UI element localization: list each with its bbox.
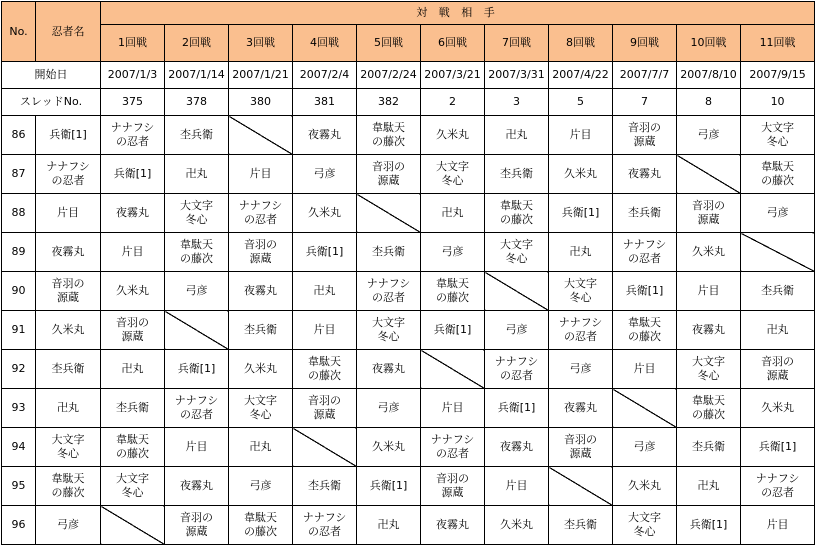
opponent-cell: 弓彦 — [485, 311, 549, 350]
opponent-cell: 久米丸 — [293, 194, 357, 233]
table-row — [2, 467, 815, 506]
opponent-cell: 韋駄天 の藤次 — [485, 194, 549, 233]
opponent-cell: 音羽の 源蔵 — [101, 311, 165, 350]
opponent-cell: 韋駄天 の藤次 — [421, 272, 485, 311]
opponent-cell: 韋駄天 の藤次 — [357, 116, 421, 155]
opponent-cell: 弓彦 — [293, 155, 357, 194]
opponent-cell: 大文字 冬心 — [101, 467, 165, 506]
row-number: 91 — [2, 311, 36, 350]
opponent-cell: 兵衛[1] — [485, 389, 549, 428]
opponent-cell: 兵衛[1] — [421, 311, 485, 350]
opponent-cell: 大文字 冬心 — [549, 272, 613, 311]
ninja-name: 兵衛[1] — [36, 116, 101, 155]
thread-cell: 10 — [741, 89, 815, 116]
empty-slash-cell — [485, 272, 549, 311]
opponent-cell: 夜霧丸 — [485, 428, 549, 467]
opponent-cell: 大文字 冬心 — [613, 506, 677, 545]
row-number: 94 — [2, 428, 36, 467]
start-date-cell: 2007/3/31 — [485, 62, 549, 89]
row-number: 87 — [2, 155, 36, 194]
header-round: 11回戦 — [741, 25, 815, 62]
empty-slash-cell — [613, 389, 677, 428]
thread-cell: 380 — [229, 89, 293, 116]
opponent-cell: 久米丸 — [229, 350, 293, 389]
opponent-cell: 久米丸 — [549, 155, 613, 194]
opponent-cell: 卍丸 — [677, 467, 741, 506]
opponent-cell: ナナフシ の忍者 — [293, 506, 357, 545]
header-rounds-row — [2, 25, 815, 62]
opponent-cell: 大文字 冬心 — [165, 194, 229, 233]
thread-cell: 375 — [101, 89, 165, 116]
start-date-cell: 2007/1/3 — [101, 62, 165, 89]
opponent-cell: 韋駄天 の藤次 — [741, 155, 815, 194]
start-date-cell: 2007/7/7 — [613, 62, 677, 89]
opponent-cell: 弓彦 — [421, 233, 485, 272]
ninja-name: 大文字 冬心 — [36, 428, 101, 467]
opponent-cell: 夜霧丸 — [613, 155, 677, 194]
opponent-cell: 久米丸 — [357, 428, 421, 467]
opponent-cell: 韋駄天 の藤次 — [229, 506, 293, 545]
opponent-cell: ナナフシ の忍者 — [549, 311, 613, 350]
opponent-cell: ナナフシ の忍者 — [101, 116, 165, 155]
thread-cell: 7 — [613, 89, 677, 116]
table-row — [2, 194, 815, 233]
opponent-cell: ナナフシ の忍者 — [357, 272, 421, 311]
opponent-cell: 久米丸 — [741, 389, 815, 428]
opponent-cell: 韋駄天 の藤次 — [101, 428, 165, 467]
opponent-cell: 兵衛[1] — [549, 194, 613, 233]
opponent-cell: 杢兵衛 — [485, 155, 549, 194]
header-opponents: 対 戦 相 手 — [101, 2, 815, 25]
empty-slash-cell — [677, 155, 741, 194]
opponent-cell: 久米丸 — [421, 116, 485, 155]
table-row — [2, 350, 815, 389]
row-number: 96 — [2, 506, 36, 545]
table-row — [2, 233, 815, 272]
opponent-cell: ナナフシ の忍者 — [421, 428, 485, 467]
header-round: 7回戦 — [485, 25, 549, 62]
header-ninja-name: 忍者名 — [36, 2, 101, 62]
ninja-name: 杢兵衛 — [36, 350, 101, 389]
opponent-cell: 弓彦 — [357, 389, 421, 428]
opponent-cell: 兵衛[1] — [101, 155, 165, 194]
start-date-cell: 2007/9/15 — [741, 62, 815, 89]
ninja-name: 卍丸 — [36, 389, 101, 428]
opponent-cell: 大文字 冬心 — [741, 116, 815, 155]
header-round: 1回戦 — [101, 25, 165, 62]
thread-cell: 5 — [549, 89, 613, 116]
start-date-cell: 2007/1/21 — [229, 62, 293, 89]
opponent-cell: 久米丸 — [101, 272, 165, 311]
opponent-cell: 久米丸 — [485, 506, 549, 545]
opponent-cell: 音羽の 源蔵 — [293, 389, 357, 428]
opponent-cell: 弓彦 — [677, 116, 741, 155]
opponent-cell: 卍丸 — [293, 272, 357, 311]
opponent-cell: 弓彦 — [549, 350, 613, 389]
ninja-name: 音羽の 源蔵 — [36, 272, 101, 311]
thread-row — [2, 89, 815, 116]
opponent-cell: 卍丸 — [485, 116, 549, 155]
opponent-cell: 卍丸 — [229, 428, 293, 467]
empty-slash-cell — [293, 428, 357, 467]
start-date-cell: 2007/8/10 — [677, 62, 741, 89]
opponent-cell: 片目 — [741, 506, 815, 545]
opponent-cell: 夜霧丸 — [549, 389, 613, 428]
ninja-name: 片目 — [36, 194, 101, 233]
header-round: 2回戦 — [165, 25, 229, 62]
header-row-1 — [2, 2, 815, 25]
table-row — [2, 506, 815, 545]
match-table — [1, 1, 815, 545]
opponent-cell: 大文字 冬心 — [357, 311, 421, 350]
opponent-cell: 兵衛[1] — [165, 350, 229, 389]
ninja-name: 久米丸 — [36, 311, 101, 350]
opponent-cell: 夜霧丸 — [677, 311, 741, 350]
thread-cell: 3 — [485, 89, 549, 116]
opponent-cell: 音羽の 源蔵 — [741, 350, 815, 389]
opponent-cell: 卍丸 — [101, 350, 165, 389]
header-round: 8回戦 — [549, 25, 613, 62]
opponent-cell: 兵衛[1] — [741, 428, 815, 467]
opponent-cell: 杢兵衛 — [741, 272, 815, 311]
row-number: 90 — [2, 272, 36, 311]
ninja-name: 夜霧丸 — [36, 233, 101, 272]
opponent-cell: 兵衛[1] — [613, 272, 677, 311]
header-round: 4回戦 — [293, 25, 357, 62]
opponent-cell: 韋駄天 の藤次 — [677, 389, 741, 428]
opponent-cell: 片目 — [421, 389, 485, 428]
start-date-cell: 2007/2/24 — [357, 62, 421, 89]
opponent-cell: 音羽の 源蔵 — [229, 233, 293, 272]
opponent-cell: 片目 — [101, 233, 165, 272]
opponent-cell: 音羽の 源蔵 — [357, 155, 421, 194]
empty-slash-cell — [741, 233, 815, 272]
row-number: 86 — [2, 116, 36, 155]
opponent-cell: 韋駄天 の藤次 — [165, 233, 229, 272]
opponent-cell: 弓彦 — [613, 428, 677, 467]
opponent-cell: 音羽の 源蔵 — [613, 116, 677, 155]
table-row — [2, 311, 815, 350]
table-row — [2, 155, 815, 194]
opponent-cell: 大文字 冬心 — [677, 350, 741, 389]
table-row — [2, 428, 815, 467]
opponent-cell: 大文字 冬心 — [229, 389, 293, 428]
opponent-cell: 弓彦 — [229, 467, 293, 506]
opponent-cell: 卍丸 — [165, 155, 229, 194]
table-row — [2, 272, 815, 311]
opponent-cell: 卍丸 — [549, 233, 613, 272]
thread-cell: 8 — [677, 89, 741, 116]
opponent-cell: 兵衛[1] — [677, 506, 741, 545]
opponent-cell: 弓彦 — [741, 194, 815, 233]
empty-slash-cell — [357, 194, 421, 233]
opponent-cell: ナナフシ の忍者 — [229, 194, 293, 233]
row-number: 92 — [2, 350, 36, 389]
opponent-cell: 片目 — [613, 350, 677, 389]
thread-label: スレッドNo. — [2, 89, 101, 116]
opponent-cell: 片目 — [677, 272, 741, 311]
row-number: 89 — [2, 233, 36, 272]
opponent-cell: 夜霧丸 — [165, 467, 229, 506]
opponent-cell: 音羽の 源蔵 — [421, 467, 485, 506]
opponent-cell: 夜霧丸 — [101, 194, 165, 233]
header-round: 9回戦 — [613, 25, 677, 62]
header-round: 3回戦 — [229, 25, 293, 62]
start-date-cell: 2007/3/21 — [421, 62, 485, 89]
row-number: 88 — [2, 194, 36, 233]
opponent-cell: 音羽の 源蔵 — [549, 428, 613, 467]
thread-cell: 381 — [293, 89, 357, 116]
table-row — [2, 116, 815, 155]
opponent-cell: 杢兵衛 — [613, 194, 677, 233]
thread-cell: 382 — [357, 89, 421, 116]
header-no: No. — [2, 2, 36, 62]
empty-slash-cell — [229, 116, 293, 155]
opponent-cell: 片目 — [165, 428, 229, 467]
opponent-cell: ナナフシ の忍者 — [485, 350, 549, 389]
start-date-cell: 2007/4/22 — [549, 62, 613, 89]
thread-cell: 378 — [165, 89, 229, 116]
start-date-label: 開始日 — [2, 62, 101, 89]
opponent-cell: ナナフシ の忍者 — [165, 389, 229, 428]
opponent-cell: 大文字 冬心 — [485, 233, 549, 272]
opponent-cell: 杢兵衛 — [357, 233, 421, 272]
opponent-cell: 杢兵衛 — [229, 311, 293, 350]
opponent-cell: ナナフシ の忍者 — [613, 233, 677, 272]
header-round: 5回戦 — [357, 25, 421, 62]
opponent-cell: 韋駄天 の藤次 — [293, 350, 357, 389]
opponent-cell: 片目 — [485, 467, 549, 506]
opponent-cell: 夜霧丸 — [293, 116, 357, 155]
empty-slash-cell — [421, 350, 485, 389]
opponent-cell: 夜霧丸 — [357, 350, 421, 389]
row-number: 93 — [2, 389, 36, 428]
thread-cell: 2 — [421, 89, 485, 116]
opponent-cell: 卍丸 — [357, 506, 421, 545]
opponent-cell: 夜霧丸 — [421, 506, 485, 545]
start-date-cell: 2007/2/4 — [293, 62, 357, 89]
opponent-cell: 久米丸 — [613, 467, 677, 506]
opponent-cell: 弓彦 — [165, 272, 229, 311]
opponent-cell: 音羽の 源蔵 — [165, 506, 229, 545]
opponent-cell: 夜霧丸 — [229, 272, 293, 311]
opponent-cell: 片目 — [229, 155, 293, 194]
opponent-cell: 兵衛[1] — [293, 233, 357, 272]
opponent-cell: 杢兵衛 — [165, 116, 229, 155]
ninja-name: ナナフシ の忍者 — [36, 155, 101, 194]
opponent-cell: 卍丸 — [421, 194, 485, 233]
opponent-cell: 杢兵衛 — [677, 428, 741, 467]
header-round: 6回戦 — [421, 25, 485, 62]
empty-slash-cell — [549, 467, 613, 506]
start-date-row — [2, 62, 815, 89]
ninja-name: 韋駄天 の藤次 — [36, 467, 101, 506]
table-row — [2, 389, 815, 428]
opponent-cell: 杢兵衛 — [293, 467, 357, 506]
opponent-cell: 片目 — [549, 116, 613, 155]
opponent-cell: 杢兵衛 — [101, 389, 165, 428]
start-date-cell: 2007/1/14 — [165, 62, 229, 89]
opponent-cell: ナナフシ の忍者 — [741, 467, 815, 506]
empty-slash-cell — [165, 311, 229, 350]
opponent-cell: 卍丸 — [741, 311, 815, 350]
header-round: 10回戦 — [677, 25, 741, 62]
empty-slash-cell — [101, 506, 165, 545]
opponent-cell: 韋駄天 の藤次 — [613, 311, 677, 350]
row-number: 95 — [2, 467, 36, 506]
opponent-cell: 兵衛[1] — [357, 467, 421, 506]
ninja-name: 弓彦 — [36, 506, 101, 545]
opponent-cell: 杢兵衛 — [549, 506, 613, 545]
opponent-cell: 片目 — [293, 311, 357, 350]
opponent-cell: 大文字 冬心 — [421, 155, 485, 194]
opponent-cell: 久米丸 — [677, 233, 741, 272]
opponent-cell: 音羽の 源蔵 — [677, 194, 741, 233]
